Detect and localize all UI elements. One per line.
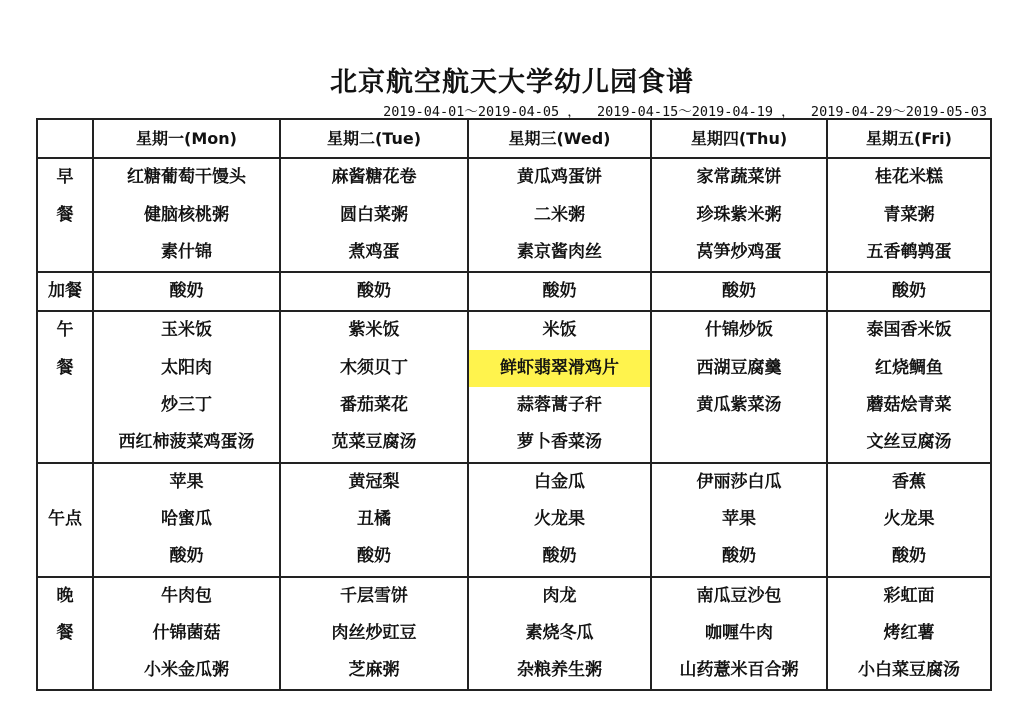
menu-item: 太阳肉 bbox=[93, 350, 280, 387]
menu-item: 酸奶 bbox=[651, 538, 827, 576]
table-row bbox=[37, 350, 991, 387]
menu-item: 苹果 bbox=[651, 501, 827, 538]
table-row bbox=[37, 424, 991, 462]
table-row bbox=[37, 463, 991, 501]
menu-item: 酸奶 bbox=[280, 272, 468, 311]
menu-item: 文丝豆腐汤 bbox=[827, 424, 991, 462]
menu-item: 蒜蓉蒿子秆 bbox=[468, 387, 651, 424]
dinner-group bbox=[37, 577, 991, 691]
menu-item bbox=[651, 424, 827, 462]
menu-item: 泰国香米饭 bbox=[827, 311, 991, 349]
menu-item: 酸奶 bbox=[93, 538, 280, 576]
menu-item: 牛肉包 bbox=[93, 577, 280, 615]
menu-item: 健脑核桃粥 bbox=[93, 197, 280, 234]
menu-item: 南瓜豆沙包 bbox=[651, 577, 827, 615]
menu-item: 莴笋炒鸡蛋 bbox=[651, 234, 827, 272]
menu-item: 珍珠紫米粥 bbox=[651, 197, 827, 234]
snack-group bbox=[37, 272, 991, 311]
menu-item: 素烧冬瓜 bbox=[468, 615, 651, 652]
menu-item: 酸奶 bbox=[93, 272, 280, 311]
day-header-tue: 星期二(Tue) bbox=[280, 119, 468, 158]
meal-label bbox=[37, 538, 93, 576]
menu-item: 香蕉 bbox=[827, 463, 991, 501]
menu-item: 彩虹面 bbox=[827, 577, 991, 615]
menu-item: 肉丝炒豇豆 bbox=[280, 615, 468, 652]
menu-item: 火龙果 bbox=[468, 501, 651, 538]
highlighted-menu-item: 鲜虾翡翠滑鸡片 bbox=[468, 350, 651, 387]
date-range: 2019-04-01～2019-04-05 ， 2019-04-15～2019-04-19 ， 2019-04-29～2019-05-03 bbox=[383, 104, 987, 120]
menu-item: 蘑菇烩青菜 bbox=[827, 387, 991, 424]
menu-item: 米饭 bbox=[468, 311, 651, 349]
menu-item: 什锦菌菇 bbox=[93, 615, 280, 652]
menu-item: 酸奶 bbox=[468, 538, 651, 576]
menu-item: 酸奶 bbox=[651, 272, 827, 311]
menu-item: 苋菜豆腐汤 bbox=[280, 424, 468, 462]
page-title: 北京航空航天大学幼儿园食谱 bbox=[330, 67, 694, 98]
menu-item: 圆白菜粥 bbox=[280, 197, 468, 234]
table-row bbox=[37, 234, 991, 272]
menu-item: 木须贝丁 bbox=[280, 350, 468, 387]
menu-item: 烤红薯 bbox=[827, 615, 991, 652]
menu-item: 肉龙 bbox=[468, 577, 651, 615]
meal-label bbox=[37, 234, 93, 272]
menu-item: 萝卜香菜汤 bbox=[468, 424, 651, 462]
table-row bbox=[37, 577, 991, 615]
menu-item: 家常蔬菜饼 bbox=[651, 158, 827, 196]
meal-label: 餐 bbox=[37, 197, 93, 234]
menu-item: 红糖葡萄干馒头 bbox=[93, 158, 280, 196]
meal-label bbox=[37, 387, 93, 424]
menu-item: 黄瓜紫菜汤 bbox=[651, 387, 827, 424]
meal-label bbox=[37, 652, 93, 690]
menu-item: 千层雪饼 bbox=[280, 577, 468, 615]
menu-item: 山药薏米百合粥 bbox=[651, 652, 827, 690]
meal-label: 午点 bbox=[37, 501, 93, 538]
menu-item: 酸奶 bbox=[468, 272, 651, 311]
menu-item: 番茄菜花 bbox=[280, 387, 468, 424]
table-row bbox=[37, 387, 991, 424]
meal-label: 加餐 bbox=[37, 272, 93, 311]
menu-item: 芝麻粥 bbox=[280, 652, 468, 690]
table-row bbox=[37, 197, 991, 234]
menu-item: 伊丽莎白瓜 bbox=[651, 463, 827, 501]
table-row bbox=[37, 615, 991, 652]
meal-label: 晚 bbox=[37, 577, 93, 615]
corner-cell bbox=[37, 119, 93, 158]
menu-item: 麻酱糖花卷 bbox=[280, 158, 468, 196]
menu-item: 桂花米糕 bbox=[827, 158, 991, 196]
day-header-mon: 星期一(Mon) bbox=[93, 119, 280, 158]
menu-item: 素什锦 bbox=[93, 234, 280, 272]
table-row bbox=[37, 311, 991, 349]
menu-item: 炒三丁 bbox=[93, 387, 280, 424]
menu-item: 杂粮养生粥 bbox=[468, 652, 651, 690]
menu-item: 黄冠梨 bbox=[280, 463, 468, 501]
meal-label: 餐 bbox=[37, 350, 93, 387]
meal-label bbox=[37, 463, 93, 501]
breakfast-group bbox=[37, 158, 991, 272]
menu-item: 煮鸡蛋 bbox=[280, 234, 468, 272]
afternoon-snack-group bbox=[37, 463, 991, 577]
menu-item: 西湖豆腐羹 bbox=[651, 350, 827, 387]
table-row bbox=[37, 272, 991, 311]
menu-item: 黄瓜鸡蛋饼 bbox=[468, 158, 651, 196]
menu-item: 酸奶 bbox=[827, 538, 991, 576]
menu-item: 红烧鲷鱼 bbox=[827, 350, 991, 387]
weekly-menu-table bbox=[36, 118, 992, 691]
menu-item: 火龙果 bbox=[827, 501, 991, 538]
menu-item: 咖喱牛肉 bbox=[651, 615, 827, 652]
menu-item: 紫米饭 bbox=[280, 311, 468, 349]
menu-item: 二米粥 bbox=[468, 197, 651, 234]
menu-item: 西红柿菠菜鸡蛋汤 bbox=[93, 424, 280, 462]
menu-item: 小白菜豆腐汤 bbox=[827, 652, 991, 690]
day-header-thu: 星期四(Thu) bbox=[651, 119, 827, 158]
menu-item: 酸奶 bbox=[280, 538, 468, 576]
lunch-group bbox=[37, 311, 991, 462]
menu-item: 小米金瓜粥 bbox=[93, 652, 280, 690]
menu-item: 什锦炒饭 bbox=[651, 311, 827, 349]
meal-label: 餐 bbox=[37, 615, 93, 652]
meal-label: 早 bbox=[37, 158, 93, 196]
menu-item: 苹果 bbox=[93, 463, 280, 501]
meal-label bbox=[37, 424, 93, 462]
menu-item: 白金瓜 bbox=[468, 463, 651, 501]
menu-item: 素京酱肉丝 bbox=[468, 234, 651, 272]
menu-item: 五香鹌鹑蛋 bbox=[827, 234, 991, 272]
menu-item: 酸奶 bbox=[827, 272, 991, 311]
menu-item: 青菜粥 bbox=[827, 197, 991, 234]
day-header-wed: 星期三(Wed) bbox=[468, 119, 651, 158]
table-row bbox=[37, 538, 991, 576]
day-header-fri: 星期五(Fri) bbox=[827, 119, 991, 158]
table-row bbox=[37, 501, 991, 538]
meal-label: 午 bbox=[37, 311, 93, 349]
menu-item: 哈蜜瓜 bbox=[93, 501, 280, 538]
menu-item: 丑橘 bbox=[280, 501, 468, 538]
table-row bbox=[37, 158, 991, 196]
menu-item: 玉米饭 bbox=[93, 311, 280, 349]
table-row bbox=[37, 652, 991, 690]
day-header-row bbox=[37, 119, 991, 158]
